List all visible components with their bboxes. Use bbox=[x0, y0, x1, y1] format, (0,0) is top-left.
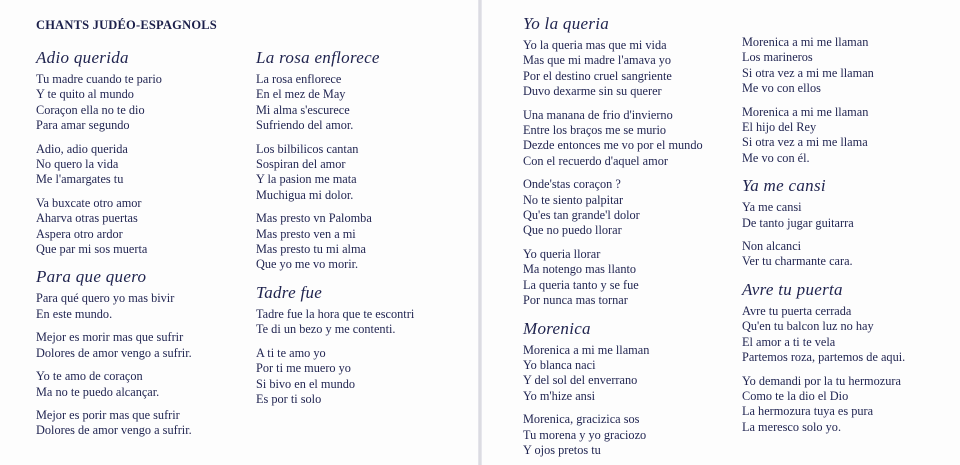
song bbox=[36, 267, 236, 438]
stanza bbox=[742, 35, 954, 97]
lyric-line: A ti te amo yo bbox=[256, 345, 326, 360]
song bbox=[742, 280, 954, 435]
stanza bbox=[523, 412, 733, 458]
right-column-1 bbox=[523, 14, 733, 465]
lyric-line: Mas presto vn Palomba bbox=[256, 211, 372, 226]
lyric-line: Que yo me vo morir. bbox=[256, 257, 359, 272]
song-title: La rosa enflorece bbox=[256, 48, 380, 67]
stanza bbox=[742, 374, 954, 436]
song-title: Morenica bbox=[523, 318, 591, 338]
stanza bbox=[742, 105, 954, 167]
lyric-line: Yo queria llorar bbox=[523, 246, 601, 261]
lyric-line: Aharva otras puertas bbox=[36, 211, 138, 226]
lyric-line: Dolores de amor vengo a sufrir. bbox=[36, 423, 192, 438]
left-page bbox=[0, 0, 478, 465]
lyric-line: La rosa enflorece bbox=[256, 72, 342, 86]
lyric-line: Tu morena y yo graciozo bbox=[523, 427, 647, 442]
lyric-line: Va buxcate otro amor bbox=[36, 195, 142, 210]
right-page bbox=[482, 0, 960, 465]
stanza bbox=[523, 38, 733, 100]
song-title: Yo la queria bbox=[523, 14, 610, 33]
song-title: Adio querida bbox=[36, 48, 129, 67]
lyric-line: Yo blanca naci bbox=[523, 357, 596, 372]
lyric-line: Con el recuerdo d'aquel amor bbox=[523, 153, 668, 168]
song bbox=[256, 283, 466, 407]
lyric-line: Que no puedo llorar bbox=[523, 223, 622, 238]
lyric-line: Los marineros bbox=[742, 50, 813, 65]
lyric-line: Sufriendo del amor. bbox=[256, 118, 354, 133]
stanza bbox=[523, 343, 733, 405]
lyric-line: No quero la vida bbox=[36, 157, 119, 172]
stanza bbox=[36, 72, 236, 134]
stanza bbox=[36, 291, 236, 322]
lyric-line: Y ojos pretos tu bbox=[523, 442, 601, 457]
lyric-line: Ma no te puedo alcançar. bbox=[36, 384, 160, 399]
lyric-line: La queria tanto y se fue bbox=[523, 277, 639, 292]
lyric-line: De tanto jugar guitarra bbox=[742, 215, 854, 230]
lyric-line: La meresco solo yo. bbox=[742, 419, 842, 434]
lyric-line: Yo demandi por la tu hermozura bbox=[742, 373, 901, 388]
stanza bbox=[742, 239, 954, 270]
lyric-line: Y te quito al mundo bbox=[36, 87, 134, 102]
stanza bbox=[36, 408, 236, 439]
lyric-line: La hermozura tuya es pura bbox=[742, 404, 874, 419]
lyric-line: Una manana de frio d'invierno bbox=[523, 107, 673, 122]
stanza bbox=[256, 346, 466, 408]
lyric-line: Partemos roza, partemos de aqui. bbox=[742, 350, 906, 365]
lyric-line: Los bilbilicos cantan bbox=[256, 141, 359, 156]
lyric-line: Y del sol del enverrano bbox=[523, 373, 638, 388]
stanza bbox=[256, 211, 466, 273]
right-column-2 bbox=[742, 35, 954, 445]
lyric-line: Duvo dexarme sin su querer bbox=[523, 84, 662, 99]
lyric-line: Si otra vez a mi me llama bbox=[742, 135, 868, 150]
lyric-line: Morenica a mi me llaman bbox=[523, 342, 650, 357]
lyric-line: Te di un bezo y me contenti. bbox=[256, 322, 396, 337]
lyric-line: Y la pasion me mata bbox=[256, 172, 357, 187]
stanza bbox=[256, 142, 466, 204]
lyric-line: En el mez de May bbox=[256, 87, 346, 102]
lyric-line: Si bivo en el mundo bbox=[256, 376, 356, 391]
lyric-line: El amor a ti te vela bbox=[742, 334, 836, 349]
lyric-line: No te siento palpitar bbox=[523, 192, 624, 207]
lyric-line: Avre tu puerta cerrada bbox=[742, 303, 852, 318]
stanza bbox=[742, 304, 954, 366]
left-column-1 bbox=[36, 48, 236, 449]
lyric-line: Coraçon ella no te dio bbox=[36, 102, 145, 117]
lyric-line: Por ti me muero yo bbox=[256, 361, 351, 376]
lyric-line: Ver tu charmante cara. bbox=[742, 254, 853, 269]
lyric-line: Yo m'hize ansi bbox=[523, 388, 596, 403]
lyric-line: Mas que mi madre l'amava yo bbox=[523, 53, 672, 68]
lyric-line: Por el destino cruel sangriente bbox=[523, 68, 672, 83]
lyric-line: Mejor es porir mas que sufrir bbox=[36, 407, 180, 422]
stanza bbox=[36, 330, 236, 361]
lyric-line: Para amar segundo bbox=[36, 118, 130, 133]
stanza bbox=[742, 200, 954, 231]
lyric-line: Yo la queria mas que mi vida bbox=[523, 38, 667, 52]
lyric-line: Morenica a mi me llaman bbox=[742, 35, 869, 49]
lyric-line: Me l'amargates tu bbox=[36, 172, 124, 187]
lyric-line: Mi alma s'escurece bbox=[256, 102, 350, 117]
lyric-line: Dezde entonces me vo por el mundo bbox=[523, 138, 703, 153]
song-title: Ya me cansi bbox=[742, 176, 826, 196]
lyric-line: Dolores de amor vengo a sufrir. bbox=[36, 345, 192, 360]
song-title: Avre tu puerta bbox=[742, 279, 843, 299]
left-column-2 bbox=[256, 48, 466, 417]
lyric-line: Por nunca mas tornar bbox=[523, 293, 628, 308]
lyric-line: Tu madre cuando te pario bbox=[36, 72, 162, 86]
lyric-line: Qu'en tu balcon luz no hay bbox=[742, 319, 874, 334]
song bbox=[256, 48, 466, 273]
lyric-line: Como te la dio el Dio bbox=[742, 388, 849, 403]
stanza bbox=[523, 177, 733, 239]
lyric-line: Tadre fue la hora que te escontri bbox=[256, 306, 415, 321]
lyric-line: Que par mi sos muerta bbox=[36, 242, 148, 257]
lyric-line: Muchigua mi dolor. bbox=[256, 187, 354, 202]
lyric-line: Mas presto ven a mi bbox=[256, 226, 356, 241]
lyric-line: Me vo con él. bbox=[742, 150, 810, 165]
lyric-line: Es por ti solo bbox=[256, 391, 322, 406]
stanza bbox=[36, 142, 236, 188]
lyric-line: Para qué quero yo mas bivir bbox=[36, 291, 175, 306]
lyric-line: Aspera otro ardor bbox=[36, 226, 123, 241]
lyric-line: Mas presto tu mi alma bbox=[256, 242, 366, 257]
lyric-line: Sospiran del amor bbox=[256, 157, 346, 172]
song bbox=[523, 14, 733, 309]
lyric-line: Mejor es morir mas que sufrir bbox=[36, 330, 184, 345]
lyric-line: Yo te amo de coraçon bbox=[36, 369, 143, 384]
song-title: Para que quero bbox=[36, 267, 147, 287]
song-title: Tadre fue bbox=[256, 282, 323, 302]
stanza bbox=[523, 108, 733, 170]
stanza bbox=[256, 72, 466, 134]
lyric-line: Adio, adio querida bbox=[36, 141, 128, 156]
song bbox=[742, 176, 954, 270]
song bbox=[742, 35, 954, 166]
lyric-line: Ya me cansi bbox=[742, 200, 802, 215]
stanza bbox=[256, 307, 466, 338]
lyric-line: Qu'es tan grande'l dolor bbox=[523, 208, 640, 223]
song bbox=[523, 319, 733, 459]
lyric-line: Entre los braços me se murio bbox=[523, 123, 667, 138]
lyric-line: Morenica, gracizica sos bbox=[523, 412, 640, 427]
stanza bbox=[36, 369, 236, 400]
lyric-line: Si otra vez a mi me llaman bbox=[742, 65, 874, 80]
lyric-line: Non alcanci bbox=[742, 239, 802, 254]
lyric-line: Ma notengo mas llanto bbox=[523, 262, 637, 277]
lyric-line: El hijo del Rey bbox=[742, 120, 817, 135]
lyric-line: Morenica a mi me llaman bbox=[742, 104, 869, 119]
song bbox=[36, 48, 236, 257]
lyric-line: En este mundo. bbox=[36, 306, 113, 321]
stanza bbox=[36, 196, 236, 258]
lyric-line: Onde'stas coraçon ? bbox=[523, 177, 621, 192]
stanza bbox=[523, 247, 733, 309]
lyric-line: Me vo con ellos bbox=[742, 81, 821, 96]
page-header: CHANTS JUDÉO-ESPAGNOLS bbox=[36, 18, 217, 32]
